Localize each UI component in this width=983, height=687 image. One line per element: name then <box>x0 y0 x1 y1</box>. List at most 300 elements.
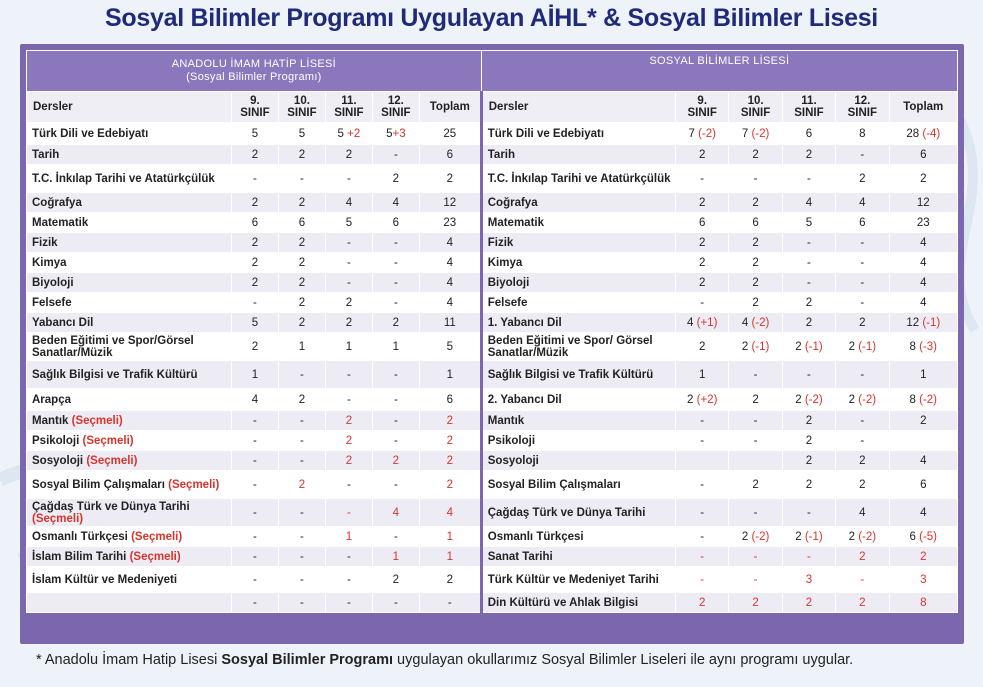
left-lesson-name <box>27 165 232 193</box>
hours-value: - <box>860 276 865 289</box>
left-hours-9 <box>231 313 278 333</box>
right-total <box>889 593 957 613</box>
lesson-label: Mantık <box>32 414 69 427</box>
left-total: - <box>419 593 481 613</box>
hours-value: 4 <box>805 196 813 209</box>
left-hours-12 <box>372 145 419 165</box>
right-hours-11 <box>782 193 835 213</box>
right-hours-12 <box>836 253 889 273</box>
hours-value: - <box>346 596 351 609</box>
hours-value: - <box>700 506 705 519</box>
hours-value: 2 <box>699 276 706 289</box>
left-hours-11 <box>325 567 372 593</box>
table-row <box>27 411 958 431</box>
right-hours-12 <box>836 233 889 253</box>
column-header-row <box>27 92 958 123</box>
total-value: 4 <box>920 296 927 309</box>
right-hours-12 <box>836 145 889 165</box>
left-total: 4 <box>419 499 481 527</box>
hours-value: - <box>300 550 304 563</box>
table-row <box>27 593 958 613</box>
hours-value: - <box>393 434 398 447</box>
grade-number: 12. <box>387 95 404 107</box>
right-hours-9 <box>676 293 729 313</box>
table-row <box>27 253 958 273</box>
hours-value: 1 <box>699 368 706 381</box>
total-value: 12 <box>906 316 920 329</box>
total-value: 28 <box>906 127 920 140</box>
hours-value: - <box>253 596 257 609</box>
elective-label: (Seçmeli) <box>86 454 138 467</box>
left-hours-11 <box>325 165 372 193</box>
left-lesson-name <box>27 253 232 273</box>
right-lesson-name: Psikoloji <box>481 431 675 451</box>
lesson-label: Arapça <box>32 393 71 406</box>
hours-value: - <box>753 414 758 427</box>
hours-value: - <box>700 296 705 309</box>
hours-value: 2 <box>251 196 259 209</box>
total-value: 6 <box>920 478 927 491</box>
left-lesson-name <box>27 431 232 451</box>
left-hours-9 <box>231 333 278 361</box>
left-hours-11 <box>325 527 372 547</box>
left-lesson-name <box>27 567 232 593</box>
hours-value: 2 <box>298 148 306 161</box>
left-hours-10 <box>278 547 325 567</box>
hours-value: 2 <box>741 340 749 353</box>
hours-value: - <box>700 478 705 491</box>
hours-value: 2 <box>345 148 353 161</box>
right-lesson-name: Çağdaş Türk ve Dünya Tarihi <box>481 499 675 527</box>
left-hours-11 <box>325 547 372 567</box>
right-lesson-name: Sağlık Bilgisi ve Trafik Kültürü <box>481 361 675 389</box>
left-hours-9 <box>231 361 278 389</box>
hours-value: - <box>300 454 304 467</box>
left-hours-11 <box>325 333 372 361</box>
hours-value: - <box>393 478 398 491</box>
hours-value: - <box>753 434 758 447</box>
hours-value: 2 <box>859 478 866 491</box>
total-value: 4 <box>920 276 927 289</box>
hours-value: - <box>393 530 398 543</box>
right-hours-11 <box>782 499 835 527</box>
left-hours-9 <box>231 389 278 411</box>
left-hours-11 <box>325 593 372 613</box>
hours-value: - <box>860 256 865 269</box>
table-row <box>27 165 958 193</box>
hours-value: 2 <box>859 454 866 467</box>
left-hours-12 <box>372 411 419 431</box>
left-total: 4 <box>419 253 481 273</box>
hours-value: - <box>346 172 351 185</box>
left-hours-12 <box>372 499 419 527</box>
hours-value: 2 <box>392 316 400 329</box>
left-hours-12 <box>372 233 419 253</box>
left-hours-11 <box>325 451 372 471</box>
left-hours-9 <box>231 411 278 431</box>
left-hours-11 <box>325 233 372 253</box>
hours-value: 1 <box>345 340 353 353</box>
right-total <box>889 547 957 567</box>
hours-value: - <box>346 506 351 519</box>
hours-value: 2 <box>699 148 706 161</box>
table-row <box>27 361 958 389</box>
hours-value: 2 <box>251 340 259 353</box>
table-row <box>27 499 958 527</box>
total-diff: (-2) <box>919 393 938 406</box>
hours-value: 4 <box>251 393 259 406</box>
right-hours-10 <box>729 567 782 593</box>
total-value: 1 <box>920 368 927 381</box>
hours-value: - <box>393 393 398 406</box>
right-hours-9 <box>676 213 729 233</box>
left-hours-11 <box>325 431 372 451</box>
left-lesson-name <box>27 123 232 145</box>
right-hours-12 <box>836 213 889 233</box>
right-total <box>889 165 957 193</box>
right-hours-9 <box>676 145 729 165</box>
right-hours-11 <box>782 293 835 313</box>
left-hours-10 <box>278 471 325 499</box>
left-total: 2 <box>419 411 481 431</box>
right-total <box>889 333 957 361</box>
right-hours-11 <box>782 431 835 451</box>
right-hours-10 <box>729 213 782 233</box>
right-lesson-name: 2. Yabancı Dil <box>481 389 675 411</box>
left-lesson-name <box>27 411 232 431</box>
hours-value: - <box>753 368 758 381</box>
left-hours-10 <box>278 273 325 293</box>
right-lesson-name: Sosyoloji <box>481 451 675 471</box>
left-hours-9 <box>231 547 278 567</box>
right-hours-10 <box>729 499 782 527</box>
right-hours-10 <box>729 165 782 193</box>
right-lesson-name: Kimya <box>481 253 675 273</box>
right-total <box>889 253 957 273</box>
left-total: 1 <box>419 527 481 547</box>
hours-value: 5 <box>345 216 353 229</box>
hours-value: - <box>253 434 257 447</box>
left-hours-9 <box>231 165 278 193</box>
hours-value: 2 <box>345 434 353 447</box>
table-row <box>27 451 958 471</box>
elective-label: (Seçmeli) <box>131 530 183 543</box>
left-hours-10 <box>278 145 325 165</box>
hours-value: - <box>807 256 811 269</box>
right-hours-11 <box>782 273 835 293</box>
left-hours-12 <box>372 293 419 313</box>
left-hours-9 <box>231 253 278 273</box>
footnote-part-c: uygulayan okullarımız Sosyal Bilimler Liseleri ile aynı programı uygular. <box>393 652 854 668</box>
left-total: 6 <box>419 389 481 411</box>
hours-value: 2 <box>345 296 353 309</box>
hours-value: 5 <box>298 127 306 140</box>
right-hours-10 <box>729 361 782 389</box>
table-row <box>27 233 958 253</box>
lesson-label: Yabancı Dil <box>32 316 94 329</box>
left-hours-9 <box>231 213 278 233</box>
right-total <box>889 233 957 253</box>
hours-diff: (-2) <box>751 530 770 543</box>
right-lesson-name: T.C. İnkılap Tarihi ve Atatürkçülük <box>481 165 675 193</box>
hours-value: 2 <box>687 393 694 406</box>
left-header-line2: (Sosyal Bilimler Programı) <box>186 71 322 83</box>
table-row <box>27 567 958 593</box>
hours-value: 2 <box>805 434 813 447</box>
left-hours-11 <box>325 411 372 431</box>
left-hours-10 <box>278 567 325 593</box>
hours-value: 6 <box>251 216 259 229</box>
right-header-grade-12 <box>836 92 889 123</box>
left-lesson-name <box>27 593 232 613</box>
right-header-dersler: Dersler <box>481 92 675 123</box>
right-hours-11 <box>782 213 835 233</box>
right-hours-10 <box>729 527 782 547</box>
lesson-label: Sosyoloji <box>32 454 84 467</box>
left-header-line1: ANADOLU İMAM HATİP LİSESİ <box>171 58 336 70</box>
left-total: 25 <box>419 123 481 145</box>
left-hours-11 <box>325 123 372 145</box>
right-total <box>889 389 957 411</box>
right-hours-9 <box>676 567 729 593</box>
left-total: 4 <box>419 233 481 253</box>
left-lesson-name <box>27 213 232 233</box>
grade-number: 11. <box>801 95 817 107</box>
hours-value: - <box>860 236 865 249</box>
right-total <box>889 411 957 431</box>
hours-value: - <box>700 530 705 543</box>
right-hours-12 <box>836 361 889 389</box>
hours-value: - <box>860 434 865 447</box>
right-total <box>889 145 957 165</box>
left-hours-9 <box>231 145 278 165</box>
left-hours-10 <box>278 193 325 213</box>
left-header-grade-12 <box>372 92 419 123</box>
hours-value: - <box>346 256 351 269</box>
left-hours-11 <box>325 145 372 165</box>
right-total <box>889 313 957 333</box>
left-lesson-name <box>27 527 232 547</box>
hours-value: 5 <box>251 127 259 140</box>
hours-value: 2 <box>251 276 259 289</box>
left-hours-9 <box>231 293 278 313</box>
hours-value: - <box>346 236 351 249</box>
hours-diff: (-2) <box>751 127 770 140</box>
hours-value: 2 <box>805 478 813 491</box>
hours-value: 2 <box>752 148 759 161</box>
right-hours-10 <box>729 333 782 361</box>
table-row <box>27 547 958 567</box>
left-hours-11 <box>325 253 372 273</box>
right-total <box>889 471 957 499</box>
right-lesson-name: Fizik <box>481 233 675 253</box>
hours-value: - <box>253 550 257 563</box>
left-hours-9 <box>231 431 278 451</box>
lesson-label: Biyoloji <box>32 276 74 289</box>
hours-value: 2 <box>298 296 306 309</box>
left-total: 4 <box>419 293 481 313</box>
left-hours-10 <box>278 313 325 333</box>
left-hours-10 <box>278 361 325 389</box>
hours-value: 2 <box>699 236 706 249</box>
left-hours-10 <box>278 389 325 411</box>
hours-value: 6 <box>298 216 306 229</box>
left-total: 11 <box>419 313 481 333</box>
table-body <box>27 123 958 613</box>
lesson-label: İslam Bilim Tarihi <box>32 550 127 563</box>
right-hours-11 <box>782 233 835 253</box>
total-value: 2 <box>920 172 927 185</box>
left-hours-12 <box>372 431 419 451</box>
grade-suffix: SINIF <box>381 107 411 119</box>
hours-diff: (+1) <box>696 316 718 329</box>
left-header-grade-10 <box>278 92 325 123</box>
hours-value: 2 <box>859 316 866 329</box>
left-hours-10 <box>278 253 325 273</box>
right-hours-10 <box>729 431 782 451</box>
total-value: 6 <box>920 148 927 161</box>
elective-label: (Seçmeli) <box>82 434 134 447</box>
total-diff: (-5) <box>919 530 938 543</box>
hours-diff: (-1) <box>751 340 770 353</box>
right-lesson-name: Beden Eğitimi ve Spor/ Görsel Sanatlar/Müzik <box>481 333 675 361</box>
lesson-label: Osmanlı Türkçesi <box>32 530 128 543</box>
lesson-label: Sosyal Bilim Çalışmaları <box>32 478 165 491</box>
left-lesson-name <box>27 499 232 527</box>
right-hours-10 <box>729 451 782 471</box>
right-total <box>889 361 957 389</box>
left-lesson-name <box>27 389 232 411</box>
hours-diff: (-1) <box>804 340 823 353</box>
hours-value: 2 <box>752 596 759 609</box>
right-lesson-name: Sosyal Bilim Çalışmaları <box>481 471 675 499</box>
table-row <box>27 313 958 333</box>
total-value: 12 <box>916 196 930 209</box>
left-header-toplam: Toplam <box>419 92 481 123</box>
hours-value: - <box>253 573 257 586</box>
hours-value: 2 <box>795 530 802 543</box>
hours-value: - <box>700 573 705 586</box>
hours-value: 7 <box>688 127 695 140</box>
left-hours-10 <box>278 233 325 253</box>
hours-value: 5 <box>337 127 348 140</box>
lesson-label: T.C. İnkılap Tarihi ve Atatürkçülük <box>32 172 215 185</box>
right-hours-9 <box>676 593 729 613</box>
right-hours-9 <box>676 273 729 293</box>
right-lesson-name: Osmanlı Türkçesi <box>481 527 675 547</box>
hours-value: - <box>753 573 758 586</box>
total-value: 23 <box>916 216 930 229</box>
left-hours-10 <box>278 527 325 547</box>
hours-value: 2 <box>298 478 306 491</box>
right-total <box>889 451 957 471</box>
table-row <box>27 431 958 451</box>
left-hours-12 <box>372 165 419 193</box>
hours-value: 2 <box>752 236 759 249</box>
hours-value: 1 <box>345 530 353 543</box>
right-header-toplam: Toplam <box>889 92 957 123</box>
hours-value: - <box>807 276 811 289</box>
left-total: 2 <box>419 567 481 593</box>
hours-value: - <box>300 368 304 381</box>
total-value: 8 <box>920 596 927 609</box>
hours-value: - <box>807 506 811 519</box>
hours-value: - <box>346 478 351 491</box>
lesson-label: Felsefe <box>32 296 72 309</box>
hours-value: - <box>393 236 398 249</box>
lesson-label: Sağlık Bilgisi ve Trafik Kültürü <box>32 368 198 381</box>
hours-value: - <box>807 550 811 563</box>
right-total <box>889 431 957 451</box>
right-hours-11 <box>782 567 835 593</box>
left-hours-10 <box>278 123 325 145</box>
hours-value: - <box>346 573 351 586</box>
lesson-label: Türk Dili ve Edebiyatı <box>32 127 149 140</box>
table-row <box>27 293 958 313</box>
right-lesson-name: Türk Dili ve Edebiyatı <box>481 123 675 145</box>
hours-value: 4 <box>392 506 400 519</box>
table-row <box>27 333 958 361</box>
left-total: 2 <box>419 431 481 451</box>
hours-value: - <box>393 256 398 269</box>
lesson-label: Matematik <box>32 216 89 229</box>
right-hours-10 <box>729 293 782 313</box>
hours-value: 1 <box>392 550 400 563</box>
grade-number: 10. <box>293 95 310 107</box>
left-hours-11 <box>325 193 372 213</box>
left-hours-9 <box>231 273 278 293</box>
right-hours-12 <box>836 527 889 547</box>
hours-value: 2 <box>298 393 306 406</box>
hours-value: - <box>393 596 398 609</box>
grade-number: 9. <box>250 95 260 107</box>
left-lesson-name <box>27 193 232 213</box>
hours-value: - <box>300 172 304 185</box>
hours-value: - <box>253 530 257 543</box>
right-hours-11 <box>782 123 835 145</box>
right-total <box>889 193 957 213</box>
total-diff: (-4) <box>922 127 941 140</box>
right-hours-10 <box>729 253 782 273</box>
total-value: 2 <box>920 550 927 563</box>
hours-value: - <box>860 148 865 161</box>
grade-number: 9. <box>697 95 708 107</box>
lesson-label: Coğrafya <box>32 196 82 209</box>
right-hours-11 <box>782 253 835 273</box>
hours-value: - <box>346 276 351 289</box>
hours-value: - <box>393 296 398 309</box>
right-lesson-name: Mantık <box>481 411 675 431</box>
left-hours-12 <box>372 123 419 145</box>
page-title: Sosyal Bilimler Programı Uygulayan AİHL* & Sosyal Bilimler Lisesi <box>105 4 878 32</box>
right-hours-12 <box>836 547 889 567</box>
left-hours-10 <box>278 165 325 193</box>
right-lesson-name: Biyoloji <box>481 273 675 293</box>
left-hours-12 <box>372 273 419 293</box>
total-value: 4 <box>920 256 927 269</box>
hours-value: 2 <box>251 148 259 161</box>
right-hours-12 <box>836 431 889 451</box>
left-hours-12 <box>372 451 419 471</box>
left-hours-9 <box>231 451 278 471</box>
right-total <box>889 499 957 527</box>
left-lesson-name <box>27 233 232 253</box>
left-lesson-name <box>27 451 232 471</box>
left-hours-9 <box>231 123 278 145</box>
right-hours-12 <box>836 389 889 411</box>
right-total <box>889 293 957 313</box>
right-hours-12 <box>836 567 889 593</box>
